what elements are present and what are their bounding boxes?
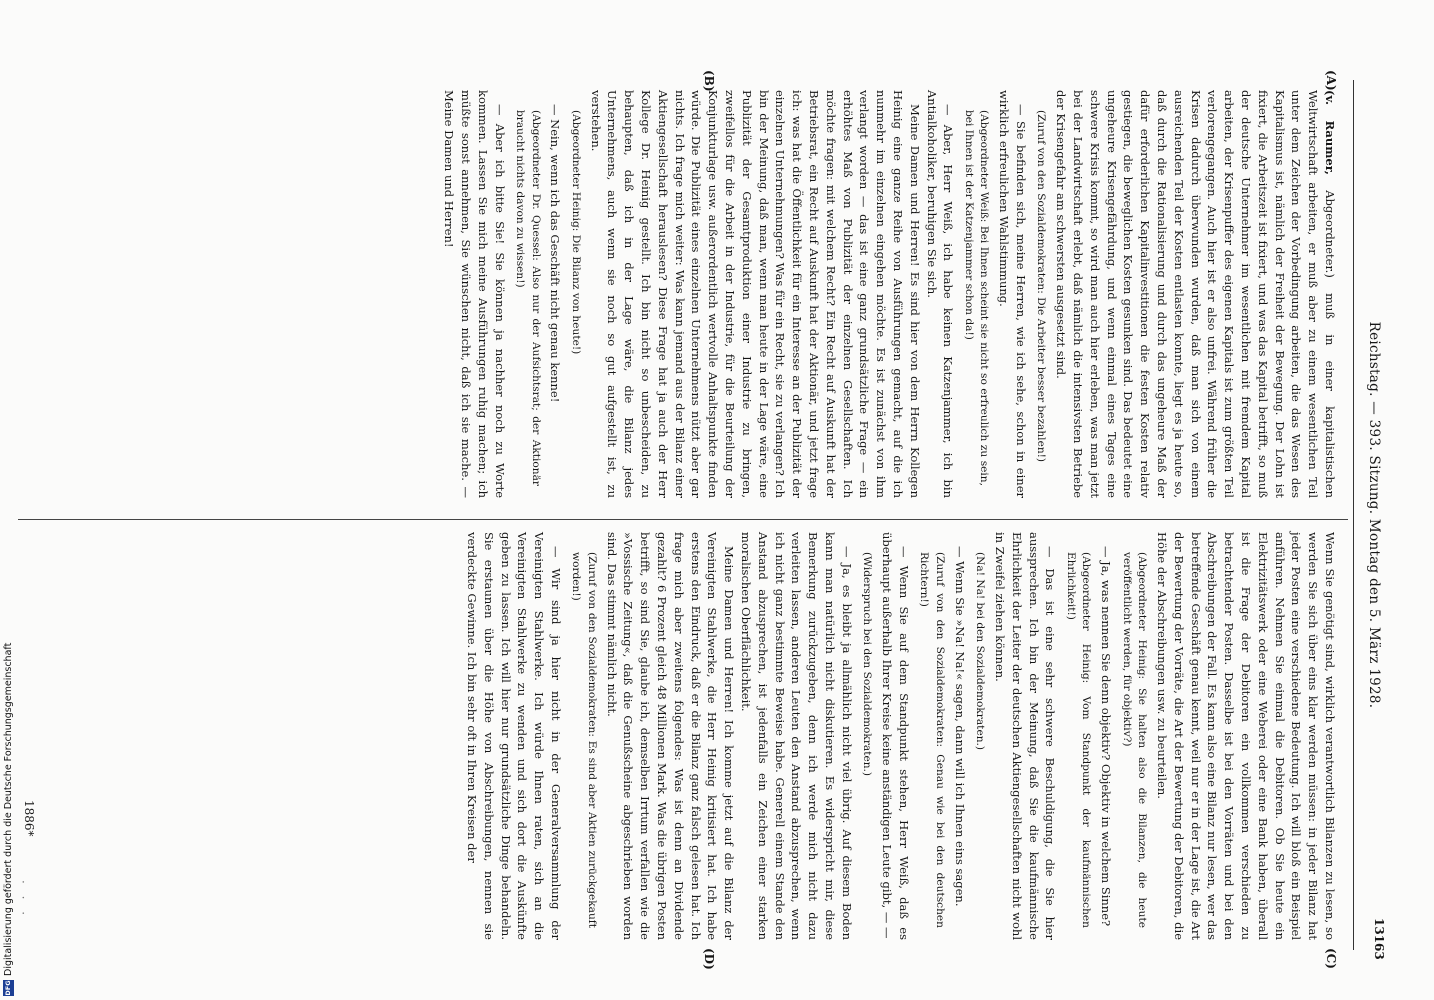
interjection: (Abgeordneter Weiß: Bei Ihnen scheint sie nicht so erfreulich zu sein, bei Ihnen ist der Katzenjammer schon da!): [962, 110, 991, 486]
interjection: (Abgeordneter Heinig: Sie halten also die Bilanzen, die heute veröffentlicht werden, für objektiv?): [1120, 552, 1149, 928]
interjection: (Zuruf von den Sozialdemokraten: Genau wie bei den deutschen Richtern!): [918, 552, 946, 928]
page-number: 13163: [1372, 918, 1386, 960]
speaker-name: (v. Raumer,: [1323, 90, 1337, 175]
speech-paragraph: — Ja, was nennen Sie denn objektiv? Objektiv in welchem Sinne?: [1099, 546, 1114, 927]
speech-paragraph: — Aber ich bitte Sie! Sie können ja nachher noch zu Worte kommen. Lassen Sie mich meine Ausführungen ruhig machen; ich müßte sonst annehmen, Sie wünschen nicht, daß ich sie mache. — Meine Damen und Herren!: [442, 90, 507, 498]
interjection: (Abgeordneter Dr. Quessel: Also nur der Aufsichtsrat; der Aktionär braucht nichts davon zu wissen!): [514, 110, 542, 486]
speech-paragraph: — Ja, es bleibt ja allmählich nicht viel übrig. Auf diesem Boden kann man natürlich nicht diskutieren. Es widerspricht mir, diese Bemerkung zurückzugeben, denn ich werde mich nicht dazu verleiten lassen, anderen Leuten den Anstand abzusprechen, wenn ich nicht ganz bestimmte Beweise habe. Generell einem Stande den Anstand abzusprechen, ist jedenfalls ein Zeichen einer starken moralischen Oberflächlichkeit.: [739, 532, 854, 940]
interjection: (Widerspruch bei den Sozialdemokraten.): [861, 552, 874, 777]
speech-paragraph: Wenn Sie genötigt sind, wirklich verantwortlich Bilanzen zu lesen, so werden Sie sich über eins klar werden müssen: in jeder Bilanz hat jeder Posten eine verschiedene Bedeutung. Ich will bloß ein Beispiel anführen. Nehmen Sie einmal die Debitoren. Ob Sie heute ein Elektrizitätswerk oder eine Weberei oder eine Bank haben, überall ist die Frage der Debitoren ein vollkommen verschieden zu betrachtender Posten. Dasselbe ist bei den Vorräten und bei den Abschreibungen der Fall. Es kann also eine Bilanz nur lesen, wer das betreffende Geschäft genau kennt, weil nur er in der Lage ist, die Art der Bewertung der Vorräte, die Art der Bewertung der Debitoren, die Höhe der Abschreibungen usw. zu beurteilen.: [1155, 532, 1337, 940]
speaker-role: Abgeordneter.): [1323, 190, 1337, 278]
running-header: [1362, 80, 1386, 950]
speech-paragraph: [1052, 90, 1338, 498]
speech-paragraph: Meine Damen und Herren! Ich komme jetzt auf die Bilanz der Vereinigten Stahlwerke, die Herr Heinig kritisiert hat. Ich habe erstens den Eindruck, daß er die Bilanz ganz falsch gelesen hat. Ich frage mich aber zweitens folgendes: Was ist denn an Dividende gezahlt? 6 Prozent gleich 48 Millionen Mark. Was die übrigen Posten betrifft, so sind Sie, glaube ich, demselben Irrtum verfallen wie die »Vossische Zeitung«, daß die Genußscheine abgeschrieben worden sind. Das stimmt nämlich nicht.: [604, 532, 737, 940]
speech-paragraph: — Wenn Sie auf dem Standpunkt stehen, Herr Weiß, daß es überhaupt außerhalb Ihrer Kreise keine anständigen Leute gibt, — —: [880, 532, 911, 940]
speech-paragraph: — Wenn Sie »Na! Na!« sagen, dann will ich Ihnen eins sagen.: [952, 546, 967, 907]
speech-paragraph: — Das ist eine sehr schwere Beschuldigung, die Sie hier aussprechen. Ich bin der Meinung, daß Sie die kaufmännische Ehrlichkeit der Leiter der deutschen Aktiengesellschaften nicht wohl in Zweifel ziehen können.: [993, 532, 1058, 940]
footer-credit: Digitalisierung gefördert durch die Deutsche Forschungsgemeinschaft: [3, 642, 14, 976]
interjection: (Zuruf von den Sozialdemokraten: Es sind aber Aktien zurückgekauft worden!): [570, 552, 598, 928]
interjection: (Zuruf von den Sozialdemokraten: Die Arbeiter besser bezahlen!): [1035, 110, 1048, 463]
interjection: (Abgeordneter Heinig: Die Bilanz von heute!): [569, 110, 582, 355]
right-column: [463, 532, 1338, 940]
margin-marker-d: (D): [702, 948, 716, 970]
margin-marker-a: (A): [1324, 70, 1338, 91]
dfg-logo-icon: DFG: [4, 980, 12, 996]
column-divider: [18, 519, 1348, 520]
printer-signature: 1886*: [22, 800, 36, 837]
speech-paragraph: — Wir sind ja hier nicht in der Generalversammlung der Vereinigten Stahlwerke. Ich würde Ihnen raten, sich an die Vereinigten Stahlwerke zu wenden und sich dort die Auskünfte geben zu lassen. Ich will hier nur grundsätzliche Dinge behandeln. Sie erstaunen über die Höhe von Abschreibungen, nennen sie verdeckte Gewinne. Ich bin sehr oft in Ihren Kreisen der: [464, 532, 563, 940]
margin-marker-b: (B): [702, 70, 716, 92]
margin-marker-c: (C): [1324, 948, 1338, 969]
interjection: (Na! Na! bei den Sozialdemokraten.): [974, 552, 987, 751]
header-rule: [1353, 80, 1354, 950]
header-title: Reichstag. — 393. Sitzung. Montag den 5. März 1928.: [1366, 321, 1382, 709]
interjection: (Abgeordneter Heinig: Vom Standpunkt der kaufmännischen Ehrlichkeit!): [1064, 552, 1093, 928]
speech-paragraph: — Nein, wenn ich das Geschäft nicht genau kenne!: [548, 104, 563, 403]
speech-paragraph: — Sie befinden sich, meine Herren, wie ich sehe, schon in einer wirklich erfreulichen Wahlstimmung.: [997, 90, 1028, 498]
speech-text: muß in einer kapitalistischen Weltwirtschaft arbeiten, er muß aber zu einem wesentlichen Teil unter dem Zeichen der Vorbedingung arbeiten, die das Wesen des Kapitalismus ist, nämlich der Freiheit der Bewegung. Der Lohn ist fixiert, die Arbeitszeit ist fixiert, und was das Kapital betrifft, so muß der deutsche Unternehmer im wesentlichen mit fremdem Kapital arbeiten, der Krisenpuffer des eigenen Kapitals ist zum größten Teil verlorengegangen. Auch hier ist er also unfrei. Während früher die Krisen dadurch überwunden wurden, daß man sich von einem ausreichenden Teil der Kosten entlasten konnte, liegt es ja heute so, daß durch die Rationalisierung und durch das ungeheure Maß der dafür erforderlichen Kapitalinvestitionen die festen Kosten relativ gestiegen, die beweglichen Kosten gesunken sind. Das bedeutet eine ungeheure Krisengefährdung, und wenn einmal eines Tages eine schwere Krisis kommt, so wird man auch hier erleben, was man jetzt bei der Landwirtschaft erlebt, daß nämlich die intensivsten Betriebe der Krisengefahr am schwersten ausgesetzt sind.: [1054, 90, 1337, 498]
scan-specks: · · ·: [16, 880, 30, 920]
footer-credit-strip: [2, 0, 16, 1000]
speech-paragraph: Meine Damen und Herren! Es sind hier von dem Herrn Kollegen Heinig eine ganze Reihe von Ausführungen gemacht, auf die ich nunmehr im einzelnen eingehen möchte. Es ist zunächst von ihm verlangt worden — das ist eine ganz grundsätzliche Frage — ein erhöhtes Maß von Publizität der einzelnen Gesellschaften. Ich möchte fragen: mit welchem Recht? Ein Recht auf Auskunft hat der Betriebsrat, ein Recht auf Auskunft hat der Aktionär, und jetzt frage ich: was hat die Öffentlichkeit für ein Interesse an der Publizität der einzelnen Unternehmungen? Was für ein Recht, sie zu verlangen? Ich bin der Meinung, daß man, wenn man heute in der Lage wäre, eine Publizität der Gesamtproduktion einer Industrie zu bringen, zweifellos für die Arbeit in der Industrie, für die Beurteilung der Konjunkturlage usw. außerordentlich wertvolle Anhaltspunkte finden würde. Die Publizität eines einzelnen Unternehmens nützt aber gar nichts. Ich frage mich weiter: Was kann jemand aus der Bilanz einer Aktiengesellschaft herauslesen? Diese Frage hat ja auch der Herr Kollege Dr. Heinig gestellt. Ich bin nicht so unbescheiden, zu behaupten, daß ich in der Lage wäre, die Bilanz jedes Unternehmens, auch wenn sie noch so gut aufgestellt ist, zu verstehen.: [588, 90, 922, 498]
speech-paragraph: — Aber, Herr Weiß, ich habe keinen Katzenjammer, ich bin Antialkoholiker, beruhigen Sie sich.: [924, 90, 956, 498]
left-column: [440, 90, 1338, 498]
